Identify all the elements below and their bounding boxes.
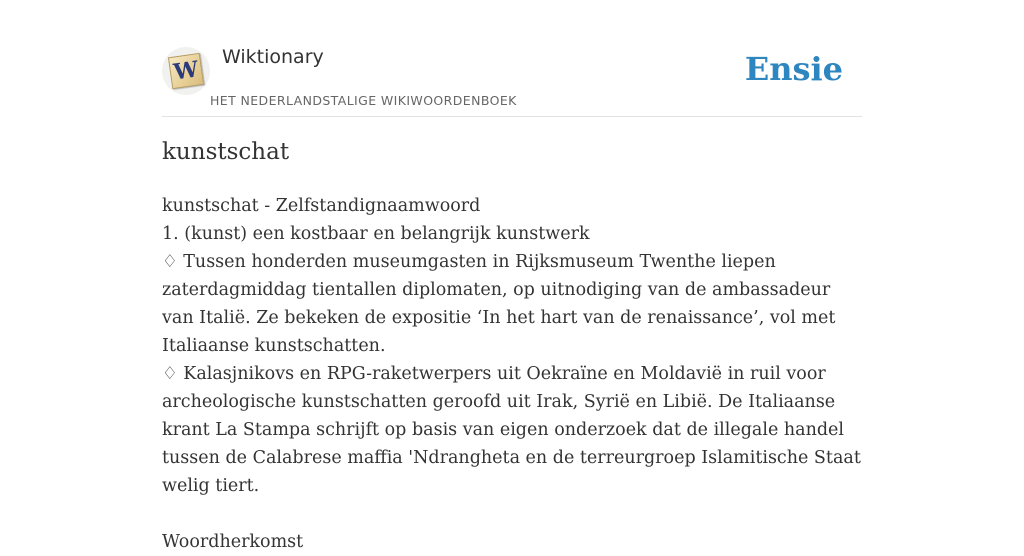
site-tagline: HET NEDERLANDSTALIGE WIKIWOORDENBOEK <box>210 93 517 108</box>
wiktionary-logo[interactable] <box>162 47 210 95</box>
entry-body <box>162 192 862 556</box>
word-class-line: kunstschat - Zelfstandignaamwoord <box>162 196 481 216</box>
logo-letter: W <box>171 56 201 86</box>
example-sentence: ♢ Kalasjnikovs en RPG-raketwerpers uit Oekraïne en Moldavië in ruil voor archeologische kunstschatten geroofd uit Irak, Syrië en Libië. De Italiaanse krant La Stampa schrijft op basis van eigen onderzoek dat de illegale handel tussen de Calabrese maffia 'Ndrangheta en de terreurgroep Islamitische Staat welig tiert. <box>162 364 861 496</box>
definition: 1. (kunst) een kostbaar en belangrijk kunstwerk <box>162 224 590 244</box>
page <box>162 0 862 552</box>
example-sentence: ♢ Tussen honderden museumgasten in Rijksmuseum Twenthe liepen zaterdagmiddag tientallen diplomaten, op uitnodiging van de ambassadeur van Italië. Ze bekeken de expositie ‘In het hart van de renaissance’, vol met Italiaanse kunstschatten. <box>162 252 836 356</box>
site-name[interactable]: Wiktionary <box>222 46 324 68</box>
site-header <box>162 0 862 117</box>
section-heading-woordherkomst: Woordherkomst <box>162 532 304 552</box>
w-tile-icon <box>168 53 204 89</box>
ensie-brand-link[interactable]: Ensie <box>744 50 843 88</box>
entry-title: kunstschat <box>162 139 290 165</box>
